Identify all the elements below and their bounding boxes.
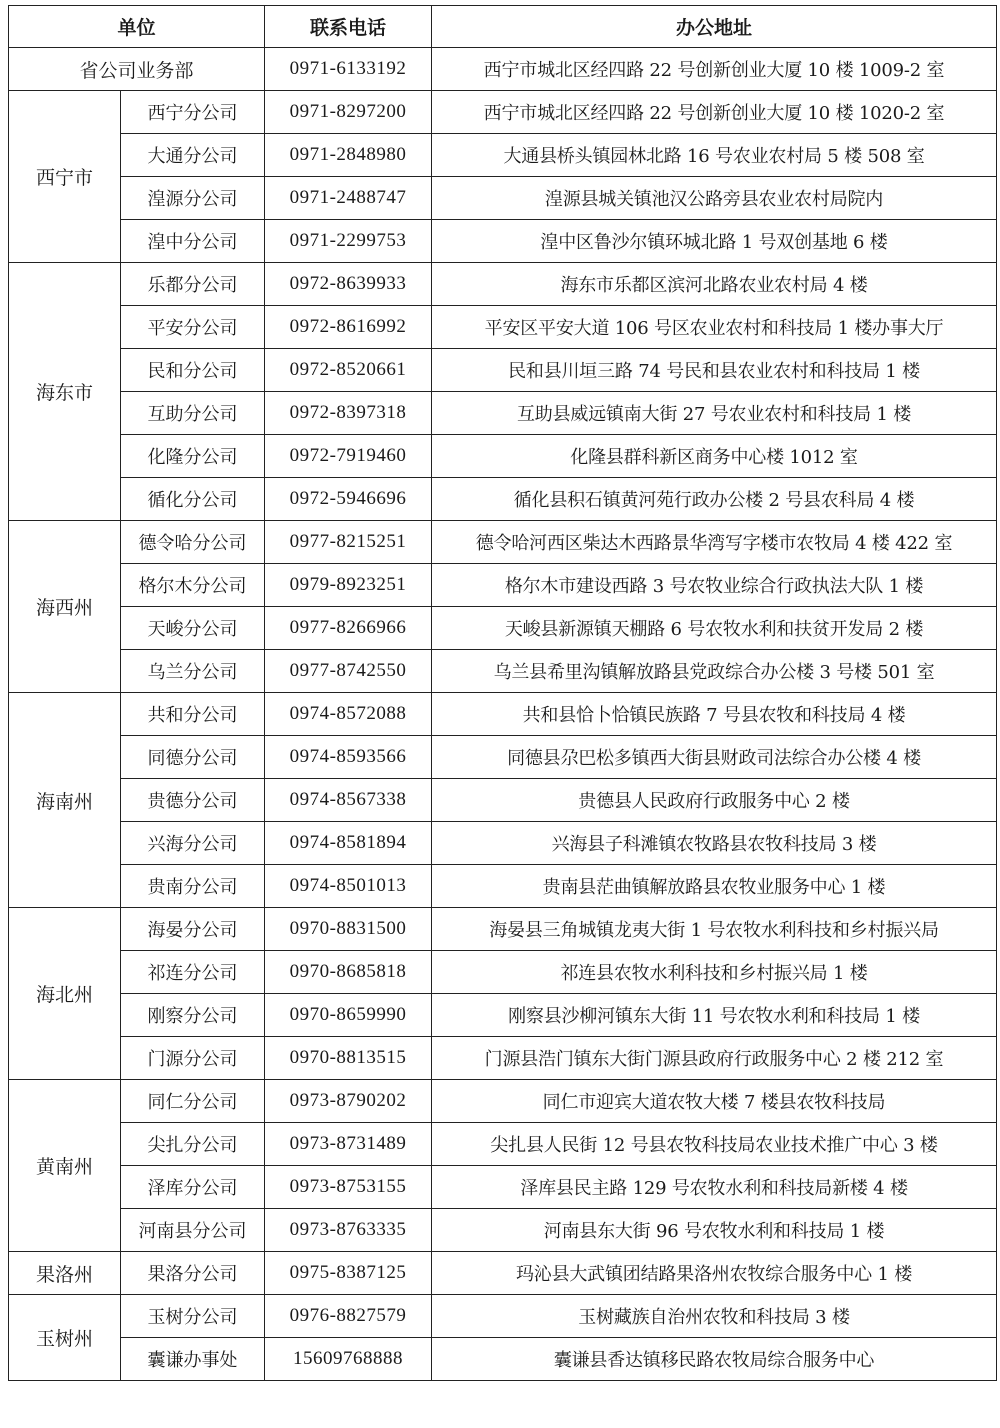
table-row xyxy=(9,91,997,134)
branch-name: 贵德分公司 xyxy=(121,779,265,822)
header-row xyxy=(9,6,997,48)
branch-address: 海东市乐都区滨河北路农业农村局 4 楼 xyxy=(432,263,997,306)
hq-name: 省公司业务部 xyxy=(9,48,265,91)
branch-name: 西宁分公司 xyxy=(121,91,265,134)
branch-address: 河南县东大街 96 号农牧水利和科技局 1 楼 xyxy=(432,1209,997,1252)
table-row xyxy=(9,177,997,220)
branch-address: 德令哈河西区柴达木西路景华湾写字楼市农牧局 4 楼 422 室 xyxy=(432,521,997,564)
table-row xyxy=(9,779,997,822)
branch-phone: 0970-8659990 xyxy=(265,994,432,1037)
hq-row xyxy=(9,48,997,91)
branch-address: 格尔木市建设西路 3 号农牧业综合行政执法大队 1 楼 xyxy=(432,564,997,607)
branch-address: 民和县川垣三路 74 号民和县农业农村和科技局 1 楼 xyxy=(432,349,997,392)
branch-address: 同仁市迎宾大道农牧大楼 7 楼县农牧科技局 xyxy=(432,1080,997,1123)
branch-phone: 0976-8827579 xyxy=(265,1295,432,1338)
table-row xyxy=(9,1252,997,1295)
branch-name: 玉树分公司 xyxy=(121,1295,265,1338)
branch-phone: 0971-8297200 xyxy=(265,91,432,134)
branch-address: 泽库县民主路 129 号农牧水利和科技局新楼 4 楼 xyxy=(432,1166,997,1209)
branch-name: 祁连分公司 xyxy=(121,951,265,994)
branch-address: 囊谦县香达镇移民路农牧局综合服务中心 xyxy=(432,1338,997,1381)
branch-phone: 0979-8923251 xyxy=(265,564,432,607)
table-row xyxy=(9,1209,997,1252)
branch-phone: 0972-8520661 xyxy=(265,349,432,392)
branch-phone: 0973-8763335 xyxy=(265,1209,432,1252)
table-row xyxy=(9,435,997,478)
branch-address: 共和县恰卜恰镇民族路 7 号县农牧和科技局 4 楼 xyxy=(432,693,997,736)
table-row xyxy=(9,951,997,994)
table-row xyxy=(9,822,997,865)
region-name: 海南州 xyxy=(9,693,121,908)
branch-phone: 0970-8831500 xyxy=(265,908,432,951)
branch-phone: 0973-8753155 xyxy=(265,1166,432,1209)
table-row xyxy=(9,306,997,349)
branch-phone: 0977-8742550 xyxy=(265,650,432,693)
branch-phone: 0973-8790202 xyxy=(265,1080,432,1123)
table-row xyxy=(9,607,997,650)
branch-contact-table xyxy=(8,5,997,1381)
header-phone: 联系电话 xyxy=(265,6,432,48)
branch-name: 贵南分公司 xyxy=(121,865,265,908)
branch-address: 海晏县三角城镇龙夷大街 1 号农牧水利科技和乡村振兴局 xyxy=(432,908,997,951)
region-name: 黄南州 xyxy=(9,1080,121,1252)
table-row xyxy=(9,1295,997,1338)
header-unit: 单位 xyxy=(9,6,265,48)
table-row xyxy=(9,349,997,392)
branch-name: 共和分公司 xyxy=(121,693,265,736)
table-row xyxy=(9,908,997,951)
branch-name: 同德分公司 xyxy=(121,736,265,779)
branch-name: 民和分公司 xyxy=(121,349,265,392)
branch-phone: 0971-2299753 xyxy=(265,220,432,263)
branch-address: 湟源县城关镇池汉公路旁县农业农村局院内 xyxy=(432,177,997,220)
branch-phone: 0972-5946696 xyxy=(265,478,432,521)
branch-address: 循化县积石镇黄河苑行政办公楼 2 号县农科局 4 楼 xyxy=(432,478,997,521)
table-body xyxy=(9,48,997,1381)
table-row xyxy=(9,1123,997,1166)
region-name: 果洛州 xyxy=(9,1252,121,1295)
branch-address: 玉树藏族自治州农牧和科技局 3 楼 xyxy=(432,1295,997,1338)
branch-name: 尖扎分公司 xyxy=(121,1123,265,1166)
table-row xyxy=(9,263,997,306)
branch-name: 湟源分公司 xyxy=(121,177,265,220)
table-row xyxy=(9,478,997,521)
branch-name: 门源分公司 xyxy=(121,1037,265,1080)
branch-phone: 0975-8387125 xyxy=(265,1252,432,1295)
branch-phone: 0974-8501013 xyxy=(265,865,432,908)
branch-name: 刚察分公司 xyxy=(121,994,265,1037)
branch-address: 兴海县子科滩镇农牧路县农牧科技局 3 楼 xyxy=(432,822,997,865)
branch-address: 贵德县人民政府行政服务中心 2 楼 xyxy=(432,779,997,822)
table-row xyxy=(9,220,997,263)
branch-address: 同德县尕巴松多镇西大街县财政司法综合办公楼 4 楼 xyxy=(432,736,997,779)
branch-name: 果洛分公司 xyxy=(121,1252,265,1295)
hq-address: 西宁市城北区经四路 22 号创新创业大厦 10 楼 1009-2 室 xyxy=(432,48,997,91)
branch-name: 化隆分公司 xyxy=(121,435,265,478)
region-name: 海西州 xyxy=(9,521,121,693)
table-row xyxy=(9,994,997,1037)
branch-address: 平安区平安大道 106 号区农业农村和科技局 1 楼办事大厅 xyxy=(432,306,997,349)
hq-phone: 0971-6133192 xyxy=(265,48,432,91)
branch-phone: 0972-8397318 xyxy=(265,392,432,435)
branch-name: 河南县分公司 xyxy=(121,1209,265,1252)
branch-address: 乌兰县希里沟镇解放路县党政综合办公楼 3 号楼 501 室 xyxy=(432,650,997,693)
region-name: 海北州 xyxy=(9,908,121,1080)
table-row xyxy=(9,1338,997,1381)
branch-name: 同仁分公司 xyxy=(121,1080,265,1123)
table-row xyxy=(9,521,997,564)
branch-phone: 0977-8215251 xyxy=(265,521,432,564)
branch-phone: 0970-8813515 xyxy=(265,1037,432,1080)
branch-name: 格尔木分公司 xyxy=(121,564,265,607)
branch-name: 囊谦办事处 xyxy=(121,1338,265,1381)
table-row xyxy=(9,134,997,177)
branch-phone: 0971-2848980 xyxy=(265,134,432,177)
branch-name: 天峻分公司 xyxy=(121,607,265,650)
branch-phone: 0972-8639933 xyxy=(265,263,432,306)
region-name: 玉树州 xyxy=(9,1295,121,1381)
branch-name: 乌兰分公司 xyxy=(121,650,265,693)
branch-phone: 0972-8616992 xyxy=(265,306,432,349)
table-row xyxy=(9,1037,997,1080)
branch-address: 玛沁县大武镇团结路果洛州农牧综合服务中心 1 楼 xyxy=(432,1252,997,1295)
region-name: 西宁市 xyxy=(9,91,121,263)
branch-phone: 0972-7919460 xyxy=(265,435,432,478)
branch-name: 互助分公司 xyxy=(121,392,265,435)
branch-phone: 0970-8685818 xyxy=(265,951,432,994)
table-row xyxy=(9,1166,997,1209)
branch-name: 湟中分公司 xyxy=(121,220,265,263)
branch-address: 门源县浩门镇东大街门源县政府行政服务中心 2 楼 212 室 xyxy=(432,1037,997,1080)
branch-phone: 0974-8572088 xyxy=(265,693,432,736)
branch-address: 刚察县沙柳河镇东大街 11 号农牧水利和科技局 1 楼 xyxy=(432,994,997,1037)
branch-address: 祁连县农牧水利科技和乡村振兴局 1 楼 xyxy=(432,951,997,994)
region-name: 海东市 xyxy=(9,263,121,521)
branch-address: 尖扎县人民街 12 号县农牧科技局农业技术推广中心 3 楼 xyxy=(432,1123,997,1166)
branch-name: 海晏分公司 xyxy=(121,908,265,951)
branch-address: 湟中区鲁沙尔镇环城北路 1 号双创基地 6 楼 xyxy=(432,220,997,263)
branch-name: 德令哈分公司 xyxy=(121,521,265,564)
table-row xyxy=(9,693,997,736)
branch-name: 平安分公司 xyxy=(121,306,265,349)
branch-phone: 0974-8567338 xyxy=(265,779,432,822)
branch-name: 兴海分公司 xyxy=(121,822,265,865)
branch-name: 循化分公司 xyxy=(121,478,265,521)
branch-phone: 0971-2488747 xyxy=(265,177,432,220)
branch-phone: 0973-8731489 xyxy=(265,1123,432,1166)
branch-address: 化隆县群科新区商务中心楼 1012 室 xyxy=(432,435,997,478)
branch-name: 乐都分公司 xyxy=(121,263,265,306)
branch-name: 大通分公司 xyxy=(121,134,265,177)
branch-address: 天峻县新源镇天棚路 6 号农牧水利和扶贫开发局 2 楼 xyxy=(432,607,997,650)
branch-address: 互助县威远镇南大街 27 号农业农村和科技局 1 楼 xyxy=(432,392,997,435)
branch-phone: 15609768888 xyxy=(265,1338,432,1381)
header-address: 办公地址 xyxy=(432,6,997,48)
table-row xyxy=(9,392,997,435)
branch-phone: 0974-8581894 xyxy=(265,822,432,865)
table-row xyxy=(9,650,997,693)
branch-phone: 0974-8593566 xyxy=(265,736,432,779)
branch-address: 贵南县茫曲镇解放路县农牧业服务中心 1 楼 xyxy=(432,865,997,908)
table-row xyxy=(9,1080,997,1123)
branch-name: 泽库分公司 xyxy=(121,1166,265,1209)
table-row xyxy=(9,736,997,779)
branch-phone: 0977-8266966 xyxy=(265,607,432,650)
table-row xyxy=(9,564,997,607)
branch-address: 大通县桥头镇园林北路 16 号农业农村局 5 楼 508 室 xyxy=(432,134,997,177)
branch-address: 西宁市城北区经四路 22 号创新创业大厦 10 楼 1020-2 室 xyxy=(432,91,997,134)
table-row xyxy=(9,865,997,908)
